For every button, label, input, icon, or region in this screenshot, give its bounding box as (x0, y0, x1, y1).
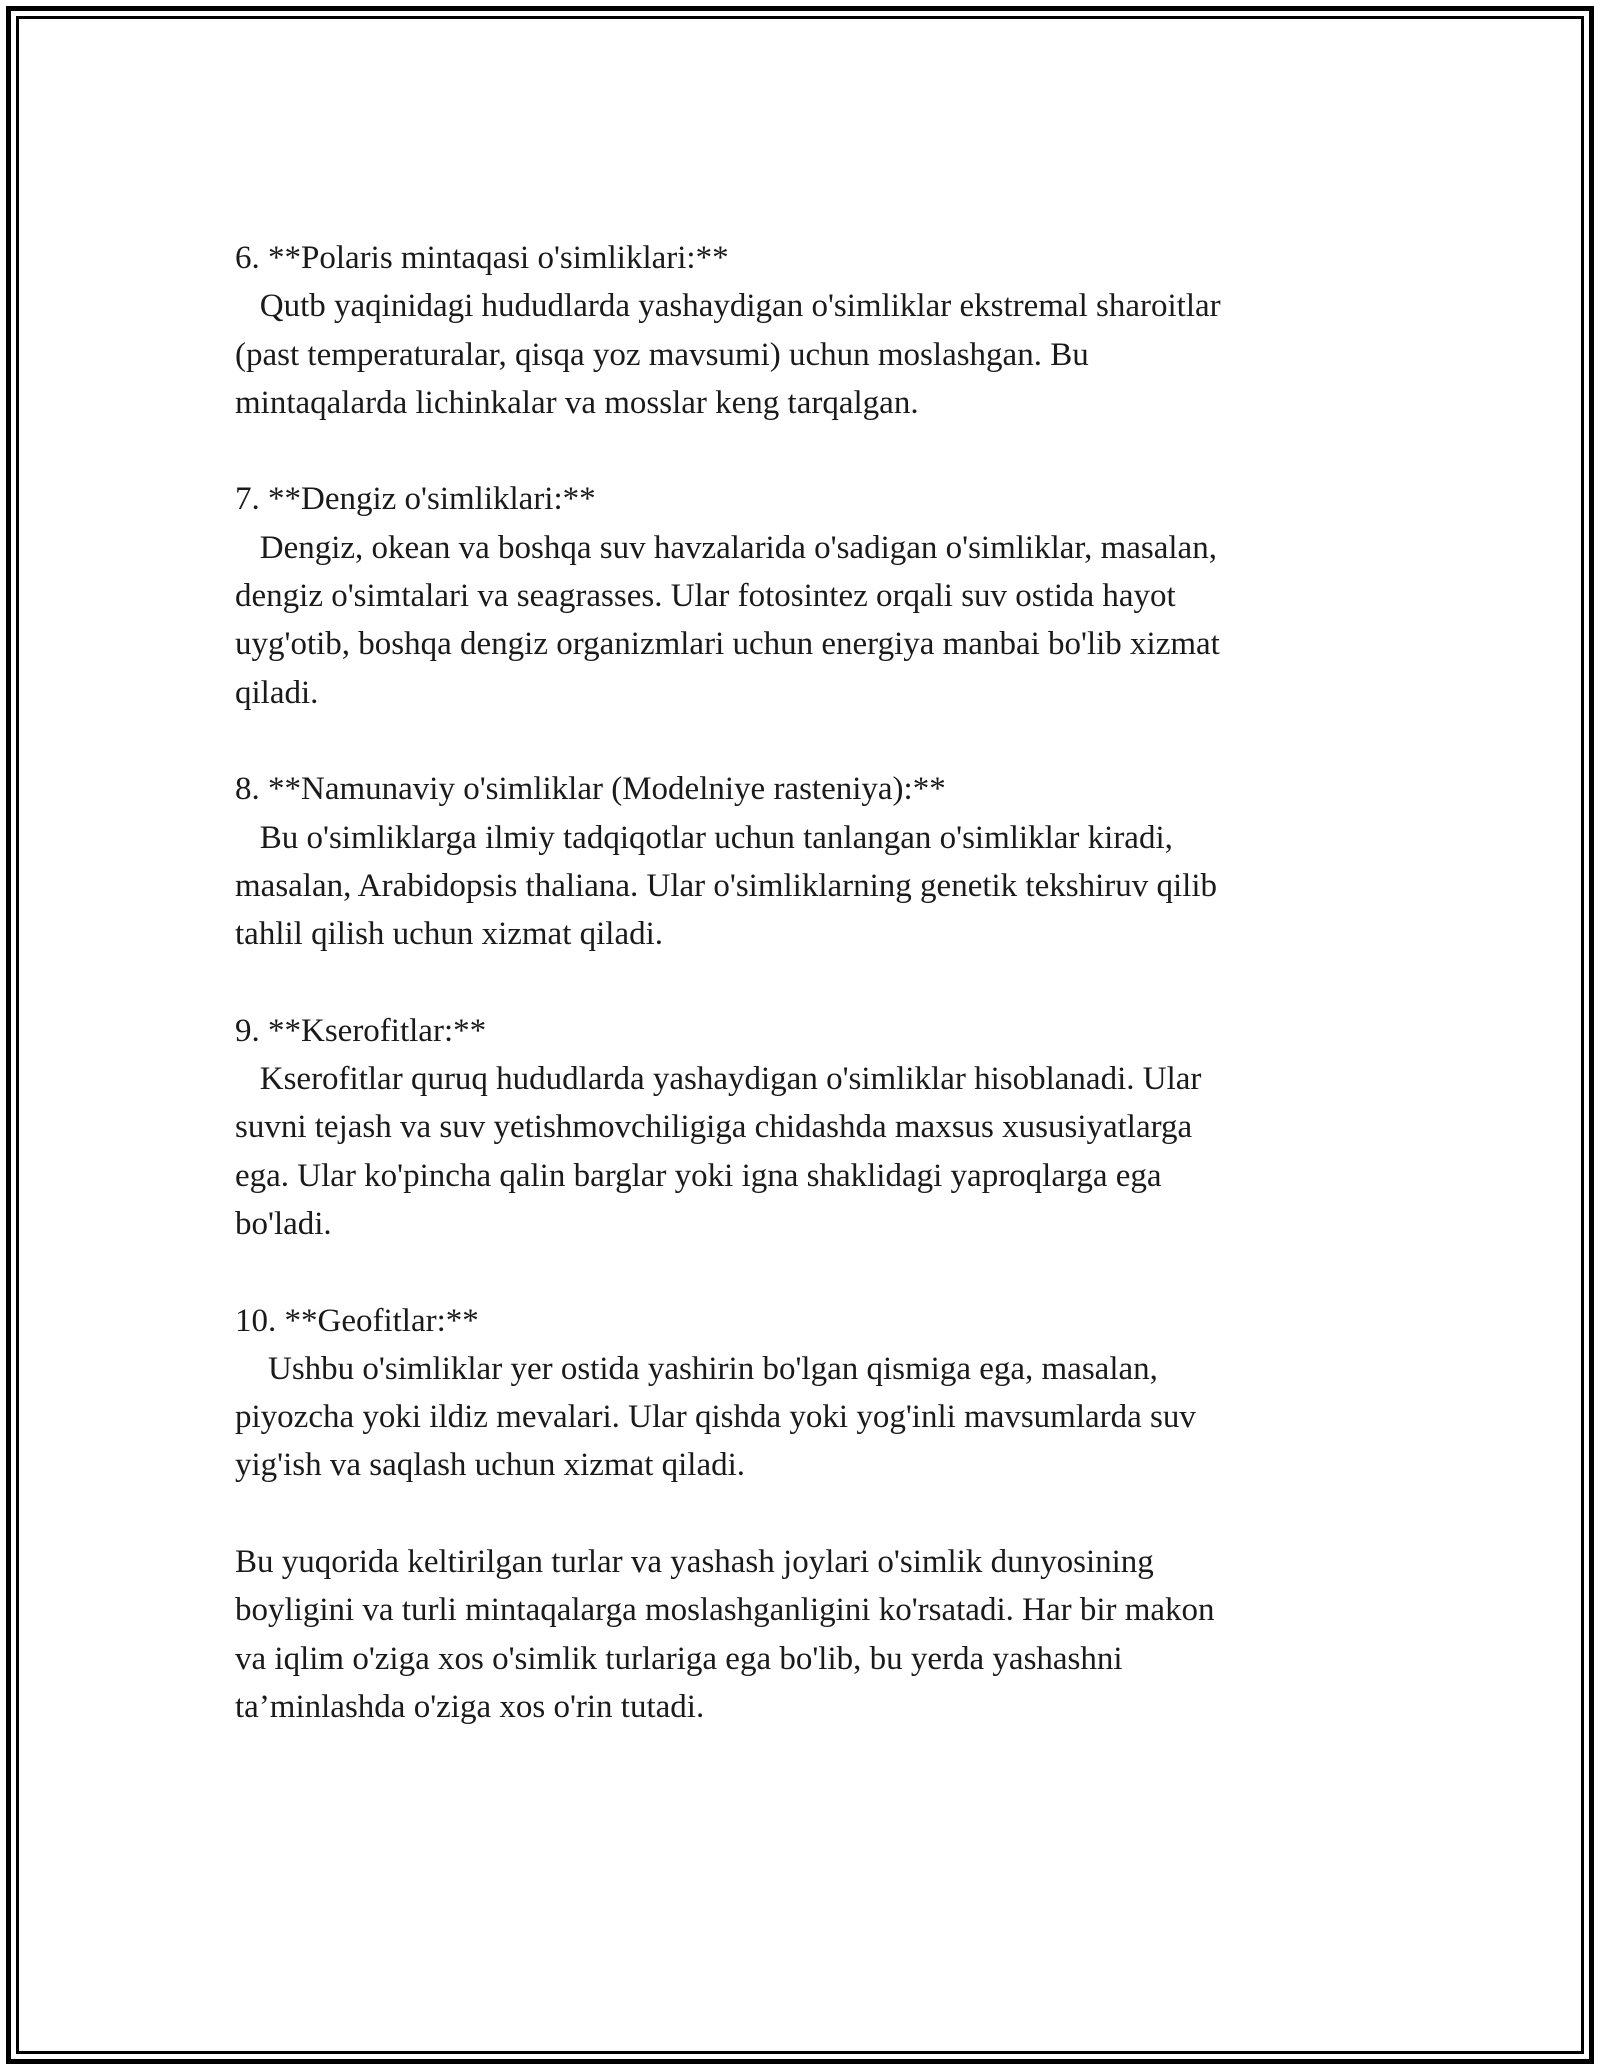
paragraph-line: uyg'otib, boshqa dengiz organizmlari uchun energiya manbai bo'lib xizmat (235, 626, 1220, 663)
paragraph-line: bo'ladi. (235, 1205, 332, 1242)
paragraph-line: dengiz o'simtalari va seagrasses. Ular fotosintez orqali suv ostida hayot (235, 578, 1176, 615)
section-marine-plants (235, 475, 1365, 716)
paragraph-line: tahlil qilish uchun xizmat qiladi. (235, 916, 664, 953)
section-heading: 7. **Dengiz o'simliklari:** (235, 481, 596, 518)
paragraph-line: masalan, Arabidopsis thaliana. Ular o'simliklarning genetik tekshiruv qilib (235, 867, 1218, 904)
paragraph-line: Dengiz, okean va boshqa suv havzalarida o'sadigan o'simliklar, masalan, (235, 529, 1217, 566)
paragraph-line: suvni tejash va suv yetishmovchiligiga chidashda maxsus xususiyatlarga (235, 1109, 1193, 1146)
section-heading: 6. **Polaris mintaqasi o'simliklari:** (235, 240, 729, 276)
paragraph-line: yig'ish va saqlash uchun xizmat qiladi. (235, 1447, 746, 1484)
document-body (235, 234, 1365, 1780)
paragraph-line: Qutb yaqinidagi hududlarda yashaydigan o'simliklar ekstremal sharoitlar (235, 288, 1221, 325)
section-polar-plants (235, 234, 1365, 427)
section-conclusion (235, 1538, 1365, 1731)
section-geophytes (235, 1297, 1365, 1490)
section-model-plants (235, 765, 1365, 958)
section-heading: 9. **Kserofitlar:** (235, 1012, 487, 1049)
paragraph-line: (past temperaturalar, qisqa yoz mavsumi) uchun moslashgan. Bu (235, 336, 1089, 373)
paragraph-line: ega. Ular ko'pincha qalin barglar yoki igna shaklidagi yaproqlarga ega (235, 1157, 1162, 1194)
section-xerophytes (235, 1007, 1365, 1248)
paragraph-line: va iqlim o'ziga xos o'simlik turlariga ega bo'lib, bu yerda yashashni (235, 1640, 1123, 1677)
paragraph-line: Bu o'simliklarga ilmiy tadqiqotlar uchun tanlangan o'simliklar kiradi, (235, 819, 1173, 856)
paragraph-line: Bu yuqorida keltirilgan turlar va yashash joylari o'simlik dunyosining (235, 1544, 1154, 1581)
paragraph-line: Kserofitlar quruq hududlarda yashaydigan o'simliklar hisoblanadi. Ular (235, 1061, 1202, 1098)
section-heading: 10. **Geofitlar:** (235, 1302, 479, 1339)
paragraph-line: piyozcha yoki ildiz mevalari. Ular qishda yoki yog'inli mavsumlarda suv (235, 1399, 1196, 1436)
paragraph-line: ta’minlashda o'ziga xos o'rin tutadi. (235, 1688, 705, 1725)
section-heading: 8. **Namunaviy o'simliklar (Modelniye rasteniya):** (235, 771, 946, 808)
paragraph-line: boyligini va turli mintaqalarga moslashganligini ko'rsatadi. Har bir makon (235, 1592, 1215, 1629)
paragraph-line: mintaqalarda lichinkalar va mosslar keng tarqalgan. (235, 384, 919, 421)
paragraph-line: Ushbu o'simliklar yer ostida yashirin bo'lgan qismiga ega, masalan, (235, 1350, 1158, 1387)
paragraph-line: qiladi. (235, 674, 319, 711)
